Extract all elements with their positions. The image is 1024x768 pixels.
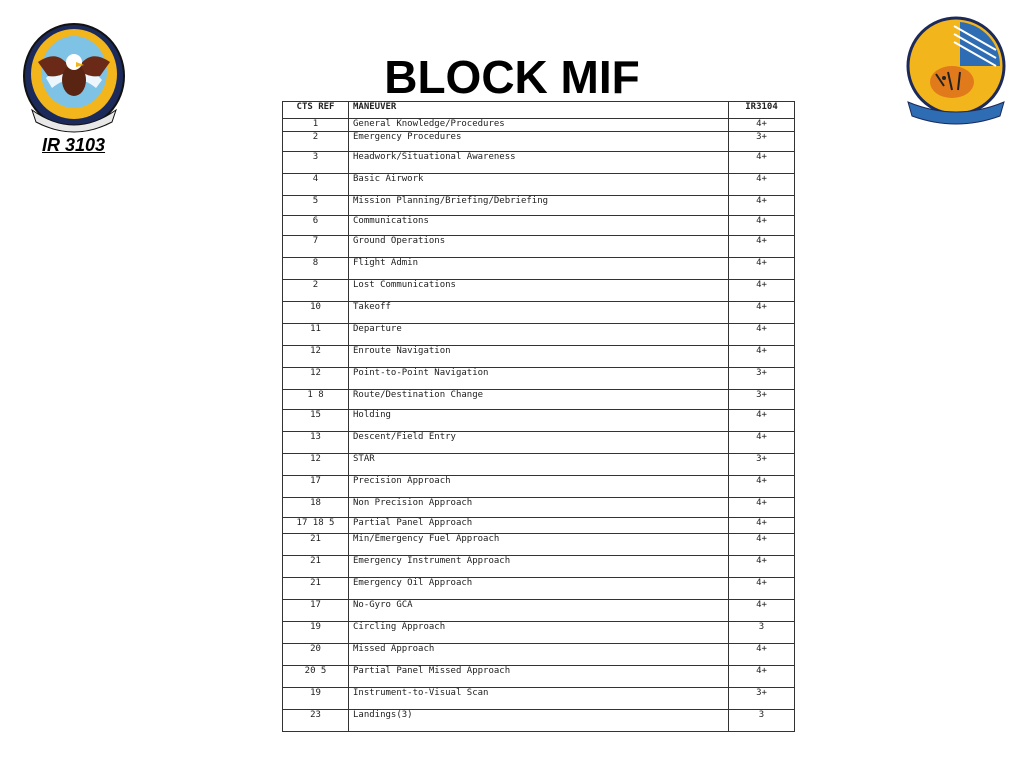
ir3104-grade-cell: 4+	[729, 432, 795, 454]
table-row	[283, 368, 795, 390]
cts-ref-cell: 7	[283, 236, 349, 258]
cts-ref-cell: 17 18 5	[283, 518, 349, 534]
table-row	[283, 302, 795, 324]
ir3104-grade-cell: 4+	[729, 600, 795, 622]
table-row	[283, 196, 795, 216]
table-row	[283, 600, 795, 622]
cts-ref-cell: 12	[283, 368, 349, 390]
table-row	[283, 710, 795, 732]
table-row	[283, 534, 795, 556]
ir3104-grade-cell: 3+	[729, 390, 795, 410]
table-row	[283, 432, 795, 454]
maneuver-cell: Emergency Oil Approach	[349, 578, 729, 600]
cts-ref-cell: 15	[283, 410, 349, 432]
ir3104-grade-cell: 4+	[729, 644, 795, 666]
ir3104-grade-cell: 4+	[729, 498, 795, 518]
maneuver-cell: Emergency Instrument Approach	[349, 556, 729, 578]
maneuver-cell: Route/Destination Change	[349, 390, 729, 410]
table-row	[283, 644, 795, 666]
maneuver-cell: Partial Panel Missed Approach	[349, 666, 729, 688]
table-row	[283, 324, 795, 346]
maneuver-cell: Instrument-to-Visual Scan	[349, 688, 729, 710]
cts-ref-cell: 2	[283, 280, 349, 302]
ir3104-grade-cell: 4+	[729, 534, 795, 556]
maneuver-cell: Departure	[349, 324, 729, 346]
cts-ref-cell: 18	[283, 498, 349, 518]
table-row	[283, 476, 795, 498]
maneuver-cell: Lost Communications	[349, 280, 729, 302]
maneuver-cell: Basic Airwork	[349, 174, 729, 196]
table-row	[283, 556, 795, 578]
ir3104-grade-cell: 4+	[729, 196, 795, 216]
table-row	[283, 498, 795, 518]
cts-ref-cell: 23	[283, 710, 349, 732]
cts-ref-cell: 19	[283, 688, 349, 710]
cts-ref-cell: 11	[283, 324, 349, 346]
ir3104-grade-cell: 4+	[729, 518, 795, 534]
table-row	[283, 258, 795, 280]
maneuver-cell: Descent/Field Entry	[349, 432, 729, 454]
ir3104-grade-cell: 4+	[729, 119, 795, 132]
ir3104-grade-cell: 4+	[729, 302, 795, 324]
ir3104-grade-cell: 3+	[729, 454, 795, 476]
cts-ref-cell: 1 8	[283, 390, 349, 410]
table-row	[283, 236, 795, 258]
ir3104-grade-cell: 3+	[729, 688, 795, 710]
maneuver-cell: Partial Panel Approach	[349, 518, 729, 534]
cts-ref-cell: 6	[283, 216, 349, 236]
cts-ref-cell: 21	[283, 534, 349, 556]
table-header-row	[283, 102, 795, 119]
ir3104-grade-cell: 4+	[729, 346, 795, 368]
cts-ref-cell: 12	[283, 346, 349, 368]
ir3104-grade-cell: 4+	[729, 280, 795, 302]
cts-ref-cell: 4	[283, 174, 349, 196]
ir3104-grade-cell: 4+	[729, 476, 795, 498]
ir3104-grade-cell: 4+	[729, 236, 795, 258]
ir3104-grade-cell: 3	[729, 622, 795, 644]
table-body	[283, 119, 795, 732]
cts-ref-cell: 21	[283, 556, 349, 578]
column-header-maneuver: MANEUVER	[349, 102, 729, 119]
table-row	[283, 410, 795, 432]
maneuver-cell: Non Precision Approach	[349, 498, 729, 518]
maneuver-cell: Ground Operations	[349, 236, 729, 258]
table-row	[283, 132, 795, 152]
ir3104-grade-cell: 4+	[729, 556, 795, 578]
cts-ref-cell: 8	[283, 258, 349, 280]
table-row	[283, 454, 795, 476]
cts-ref-cell: 17	[283, 600, 349, 622]
ir3104-grade-cell: 4+	[729, 258, 795, 280]
block-mif-table	[282, 101, 795, 732]
cts-ref-cell: 10	[283, 302, 349, 324]
ir3104-grade-cell: 4+	[729, 410, 795, 432]
cts-ref-cell: 20	[283, 644, 349, 666]
ir3104-grade-cell: 3+	[729, 368, 795, 390]
table-row	[283, 346, 795, 368]
maneuver-cell: Mission Planning/Briefing/Debriefing	[349, 196, 729, 216]
page-title: BLOCK MIF	[384, 51, 640, 103]
ir3104-grade-cell: 3+	[729, 132, 795, 152]
cts-ref-cell: 3	[283, 152, 349, 174]
tiger-squadron-patch-icon	[900, 14, 1012, 129]
cts-ref-cell: 12	[283, 454, 349, 476]
cts-ref-cell: 17	[283, 476, 349, 498]
maneuver-cell: Enroute Navigation	[349, 346, 729, 368]
cts-ref-cell: 20 5	[283, 666, 349, 688]
maneuver-cell: Min/Emergency Fuel Approach	[349, 534, 729, 556]
table-row	[283, 280, 795, 302]
table-row	[283, 688, 795, 710]
ir3104-grade-cell: 4+	[729, 174, 795, 196]
ir3104-grade-cell: 4+	[729, 666, 795, 688]
table-row	[283, 174, 795, 196]
maneuver-cell: Communications	[349, 216, 729, 236]
maneuver-cell: No-Gyro GCA	[349, 600, 729, 622]
maneuver-cell: Precision Approach	[349, 476, 729, 498]
table-row	[283, 119, 795, 132]
ir3104-grade-cell: 4+	[729, 324, 795, 346]
maneuver-cell: Takeoff	[349, 302, 729, 324]
ir3104-grade-cell: 4+	[729, 216, 795, 236]
maneuver-cell: Circling Approach	[349, 622, 729, 644]
cts-ref-cell: 5	[283, 196, 349, 216]
table-row	[283, 216, 795, 236]
table-row	[283, 518, 795, 534]
cts-ref-cell: 1	[283, 119, 349, 132]
maneuver-cell: Landings(3)	[349, 710, 729, 732]
maneuver-cell: Point-to-Point Navigation	[349, 368, 729, 390]
maneuver-cell: Emergency Procedures	[349, 132, 729, 152]
ir3104-grade-cell: 4+	[729, 152, 795, 174]
traron-nine-logo	[900, 14, 1012, 129]
maneuver-cell: Headwork/Situational Awareness	[349, 152, 729, 174]
table-row	[283, 152, 795, 174]
maneuver-cell: Holding	[349, 410, 729, 432]
table-row	[283, 390, 795, 410]
table-row	[283, 622, 795, 644]
cts-ref-cell: 21	[283, 578, 349, 600]
maneuver-cell: STAR	[349, 454, 729, 476]
table-row	[283, 666, 795, 688]
ir3104-grade-cell: 4+	[729, 578, 795, 600]
cts-ref-cell: 2	[283, 132, 349, 152]
maneuver-cell: General Knowledge/Procedures	[349, 119, 729, 132]
cts-ref-cell: 19	[283, 622, 349, 644]
cts-ref-cell: 13	[283, 432, 349, 454]
maneuver-cell: Flight Admin	[349, 258, 729, 280]
ir3104-grade-cell: 3	[729, 710, 795, 732]
table-row	[283, 578, 795, 600]
maneuver-cell: Missed Approach	[349, 644, 729, 666]
course-label: IR 3103	[42, 135, 106, 155]
column-header-ir3104: IR3104	[729, 102, 795, 119]
column-header-cts-ref: CTS REF	[283, 102, 349, 119]
